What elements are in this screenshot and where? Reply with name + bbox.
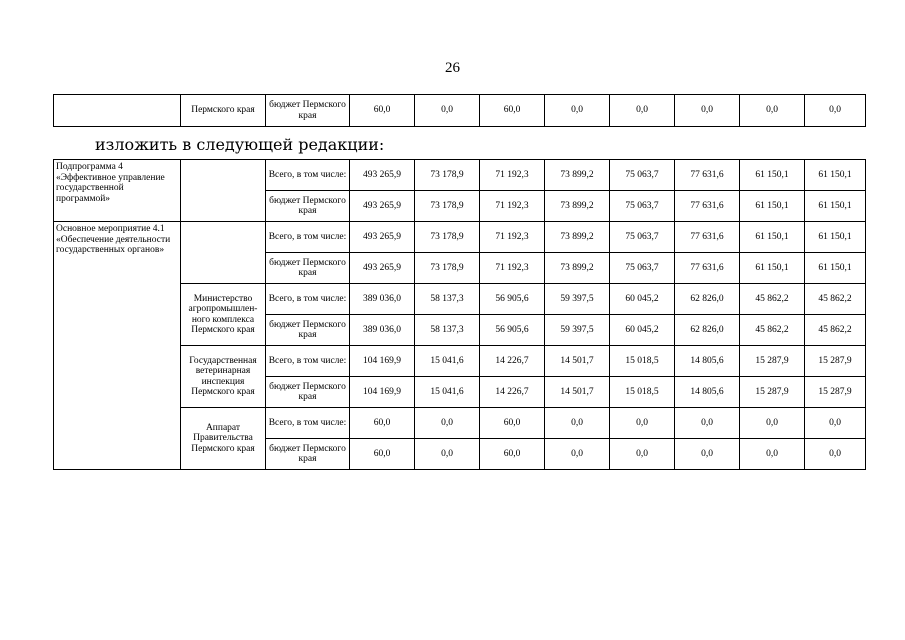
value-cell: 77 631,6 xyxy=(675,160,740,191)
value-cell: 15 041,6 xyxy=(415,377,480,408)
value-cell: 389 036,0 xyxy=(350,315,415,346)
value-cell: 14 226,7 xyxy=(480,377,545,408)
value-cell: 61 150,1 xyxy=(740,160,805,191)
value-cell: 73 899,2 xyxy=(545,160,610,191)
value-cell: 71 192,3 xyxy=(480,222,545,253)
value-cell: 104 169,9 xyxy=(350,346,415,377)
value-cell: 15 287,9 xyxy=(740,346,805,377)
value-cell: 61 150,1 xyxy=(740,222,805,253)
value-cell: 71 192,3 xyxy=(480,191,545,222)
value-cell: 75 063,7 xyxy=(610,191,675,222)
value-cell: 15 287,9 xyxy=(805,377,866,408)
value-cell: 493 265,9 xyxy=(350,191,415,222)
top-row-value: 0,0 xyxy=(415,95,480,127)
top-row-executor: Пермского края xyxy=(181,95,266,127)
page-number: 26 xyxy=(445,60,460,76)
top-row-value: 0,0 xyxy=(545,95,610,127)
value-cell: 73 178,9 xyxy=(415,253,480,284)
value-cell: 62 826,0 xyxy=(675,284,740,315)
value-cell: 0,0 xyxy=(610,439,675,470)
funding-source-cell: Всего, в том числе: xyxy=(266,408,350,439)
top-row-value: 60,0 xyxy=(350,95,415,127)
value-cell: 0,0 xyxy=(675,408,740,439)
program-name-cell: Основное мероприятие 4.1 «Обеспечение деятельности государственных органов» xyxy=(54,222,181,470)
value-cell: 15 018,5 xyxy=(610,377,675,408)
value-cell: 0,0 xyxy=(545,408,610,439)
value-cell: 45 862,2 xyxy=(805,284,866,315)
value-cell: 45 862,2 xyxy=(740,284,805,315)
value-cell: 60,0 xyxy=(480,408,545,439)
value-cell: 0,0 xyxy=(740,439,805,470)
table-row xyxy=(54,160,866,191)
value-cell: 73 178,9 xyxy=(415,222,480,253)
value-cell: 62 826,0 xyxy=(675,315,740,346)
value-cell: 56 905,6 xyxy=(480,284,545,315)
value-cell: 493 265,9 xyxy=(350,160,415,191)
executor-cell xyxy=(181,222,266,284)
value-cell: 0,0 xyxy=(740,408,805,439)
top-row-source: бюджет Пермского края xyxy=(266,95,350,127)
executor-cell: Аппарат Правительства Пермского края xyxy=(181,408,266,470)
value-cell: 389 036,0 xyxy=(350,284,415,315)
value-cell: 73 899,2 xyxy=(545,253,610,284)
value-cell: 77 631,6 xyxy=(675,191,740,222)
executor-cell: Министерство агропромышлен-ного комплекса Пермского края xyxy=(181,284,266,346)
value-cell: 56 905,6 xyxy=(480,315,545,346)
value-cell: 0,0 xyxy=(415,408,480,439)
value-cell: 493 265,9 xyxy=(350,222,415,253)
top-row-value: 0,0 xyxy=(805,95,866,127)
value-cell: 45 862,2 xyxy=(805,315,866,346)
value-cell: 58 137,3 xyxy=(415,315,480,346)
funding-source-cell: Всего, в том числе: xyxy=(266,346,350,377)
funding-source-cell: Всего, в том числе: xyxy=(266,160,350,191)
value-cell: 73 899,2 xyxy=(545,222,610,253)
value-cell: 0,0 xyxy=(610,408,675,439)
value-cell: 75 063,7 xyxy=(610,222,675,253)
value-cell: 71 192,3 xyxy=(480,253,545,284)
value-cell: 14 501,7 xyxy=(545,377,610,408)
value-cell: 58 137,3 xyxy=(415,284,480,315)
value-cell: 14 501,7 xyxy=(545,346,610,377)
value-cell: 59 397,5 xyxy=(545,315,610,346)
value-cell: 61 150,1 xyxy=(805,191,866,222)
executor-cell xyxy=(181,160,266,222)
value-cell: 493 265,9 xyxy=(350,253,415,284)
value-cell: 60,0 xyxy=(350,408,415,439)
funding-source-cell: бюджет Пермского края xyxy=(266,253,350,284)
value-cell: 15 018,5 xyxy=(610,346,675,377)
value-cell: 0,0 xyxy=(805,439,866,470)
value-cell: 73 178,9 xyxy=(415,160,480,191)
value-cell: 15 287,9 xyxy=(805,346,866,377)
value-cell: 73 178,9 xyxy=(415,191,480,222)
value-cell: 60,0 xyxy=(480,439,545,470)
funding-source-cell: бюджет Пермского края xyxy=(266,191,350,222)
value-cell: 14 226,7 xyxy=(480,346,545,377)
value-cell: 59 397,5 xyxy=(545,284,610,315)
executor-cell: Государственная ветеринарная инспекция Пермского края xyxy=(181,346,266,408)
value-cell: 15 041,6 xyxy=(415,346,480,377)
funding-source-cell: бюджет Пермского края xyxy=(266,315,350,346)
value-cell: 104 169,9 xyxy=(350,377,415,408)
value-cell: 60,0 xyxy=(350,439,415,470)
top-table xyxy=(53,94,866,127)
value-cell: 14 805,6 xyxy=(675,377,740,408)
value-cell: 61 150,1 xyxy=(740,253,805,284)
value-cell: 0,0 xyxy=(545,439,610,470)
top-row-value: 0,0 xyxy=(675,95,740,127)
value-cell: 61 150,1 xyxy=(805,253,866,284)
funding-source-cell: бюджет Пермского края xyxy=(266,377,350,408)
main-table xyxy=(53,159,866,470)
value-cell: 75 063,7 xyxy=(610,253,675,284)
funding-source-cell: Всего, в том числе: xyxy=(266,284,350,315)
value-cell: 45 862,2 xyxy=(740,315,805,346)
value-cell: 61 150,1 xyxy=(805,160,866,191)
value-cell: 60 045,2 xyxy=(610,315,675,346)
section-heading: изложить в следующей редакции: xyxy=(95,135,385,154)
top-row-value: 60,0 xyxy=(480,95,545,127)
value-cell: 61 150,1 xyxy=(805,222,866,253)
value-cell: 60 045,2 xyxy=(610,284,675,315)
value-cell: 73 899,2 xyxy=(545,191,610,222)
value-cell: 0,0 xyxy=(675,439,740,470)
value-cell: 75 063,7 xyxy=(610,160,675,191)
value-cell: 14 805,6 xyxy=(675,346,740,377)
funding-source-cell: Всего, в том числе: xyxy=(266,222,350,253)
value-cell: 0,0 xyxy=(805,408,866,439)
value-cell: 15 287,9 xyxy=(740,377,805,408)
value-cell: 0,0 xyxy=(415,439,480,470)
program-name-cell: Подпрограмма 4 «Эффективное управление государственной программой» xyxy=(54,160,181,222)
funding-source-cell: бюджет Пермского края xyxy=(266,439,350,470)
top-table-row xyxy=(54,95,866,127)
table-row xyxy=(54,222,866,253)
top-row-value: 0,0 xyxy=(740,95,805,127)
value-cell: 61 150,1 xyxy=(740,191,805,222)
value-cell: 77 631,6 xyxy=(675,222,740,253)
value-cell: 77 631,6 xyxy=(675,253,740,284)
top-row-value: 0,0 xyxy=(610,95,675,127)
top-row-col1 xyxy=(54,95,181,127)
value-cell: 71 192,3 xyxy=(480,160,545,191)
